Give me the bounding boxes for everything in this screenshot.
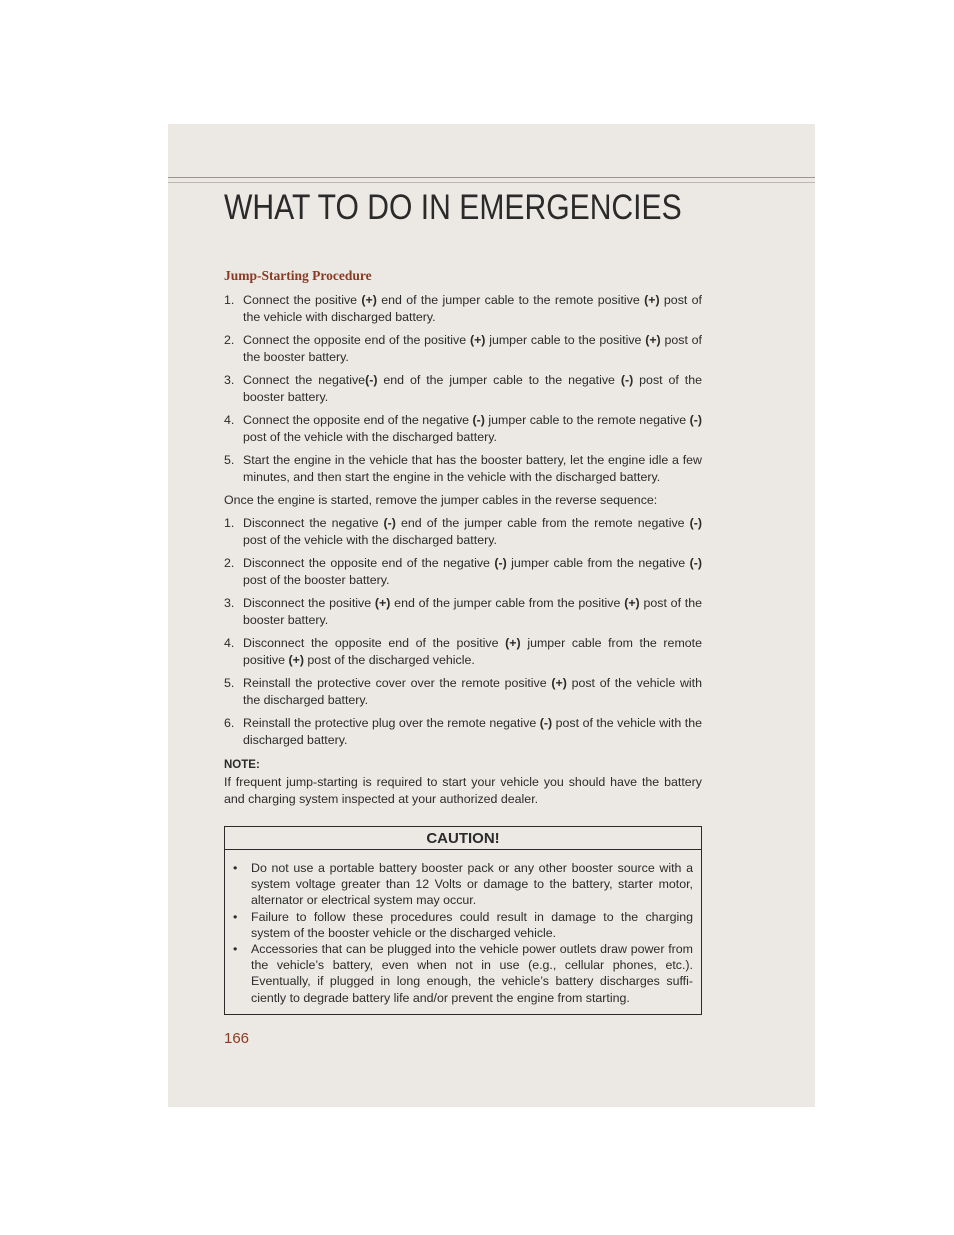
list-item: 5. Start the engine in the vehicle that has the booster battery, let the engine idle a few minutes, and then start the engine in the vehicle with the discharged battery. — [224, 453, 702, 484]
step-number: 6. — [224, 716, 235, 730]
bullet-icon: • — [233, 909, 238, 924]
step-number: 3. — [224, 596, 235, 610]
connect-steps-list — [224, 292, 702, 486]
list-item: 2. Connect the opposite end of the positive (+) jumper cable to the positive (+) post of the booster battery. — [224, 333, 703, 364]
note-label: NOTE: — [224, 759, 260, 771]
list-item: 1. Connect the positive (+) end of the jumper cable to the remote positive (+) post of the vehicle with discharged battery. — [224, 293, 702, 324]
list-item: 6. Reinstall the protective plug over the remote negative (-) post of the vehicle with the discharged battery. — [224, 716, 703, 747]
caution-body — [225, 850, 701, 1014]
step-number: 1. — [224, 516, 235, 530]
bullet-icon: • — [233, 942, 238, 957]
list-item: • Do not use a portable battery booster pack or any other booster source with a system voltage greater than 12 Volts or damage to the battery, starter motor, alternator or electrical system may occur. — [233, 861, 693, 908]
bullet-icon: • — [233, 861, 238, 875]
list-item: 3. Connect the negative(-) end of the jumper cable to the negative (-) post of the booster battery. — [224, 373, 702, 404]
chapter-title: WHAT TO DO IN EMERGENCIES — [224, 188, 682, 227]
step-number: 3. — [224, 373, 235, 387]
note-text: If frequent jump-starting is required to start your vehicle you should have the battery and charging system inspected at your authorized dealer. — [224, 775, 702, 806]
list-item: 4. Disconnect the opposite end of the positive (+) jumper cable from the remote positive (+) post of the discharged vehicle. — [224, 636, 702, 667]
list-item: 4. Connect the opposite end of the negative (-) jumper cable to the remote negative (-) post of the vehicle with the discharged battery. — [224, 413, 702, 444]
list-item: 1. Disconnect the negative (-) end of the jumper cable from the remote negative (-) post of the vehicle with the discharged battery. — [224, 516, 702, 547]
step-number: 2. — [224, 333, 235, 347]
header-rule — [168, 177, 815, 178]
page-number: 166 — [224, 1030, 250, 1047]
step-number: 5. — [224, 676, 235, 690]
step-number: 4. — [224, 413, 235, 427]
caution-title: CAUTION! — [225, 827, 701, 850]
disconnect-steps-list — [224, 515, 702, 749]
header-rule-secondary — [168, 182, 815, 183]
step-number: 2. — [224, 556, 235, 570]
list-item: • Failure to follow these procedures could result in damage to the charging system of the booster vehicle or the discharged vehicle. — [233, 909, 693, 940]
caution-box — [224, 826, 702, 1015]
list-item: 3. Disconnect the positive (+) end of the jumper cable from the positive (+) post of the booster battery. — [224, 596, 703, 627]
manual-page — [168, 124, 815, 1107]
list-item: • Accessories that can be plugged into the vehicle power outlets draw power from the vehicle’s battery, even when not in use (e.g., cellular phones, etc.). Eventually, if plugged in long enough, the vehicle’s battery discharges suffi-ciently to degrade battery life and/or prevent the engine from starting. — [233, 942, 693, 1005]
list-item: 5. Reinstall the protective cover over the remote positive (+) post of the vehicle with the discharged battery. — [224, 676, 702, 707]
step-number: 5. — [224, 453, 235, 467]
section-title: Jump-Starting Procedure — [224, 268, 372, 283]
interlude-text: Once the engine is started, remove the jumper cables in the reverse sequence: — [224, 493, 658, 507]
step-number: 4. — [224, 636, 235, 650]
content-column — [224, 267, 702, 808]
caution-list — [233, 860, 693, 1006]
list-item: 2. Disconnect the opposite end of the negative (-) jumper cable from the negative (-) post of the booster battery. — [224, 556, 702, 587]
step-number: 1. — [224, 293, 235, 307]
